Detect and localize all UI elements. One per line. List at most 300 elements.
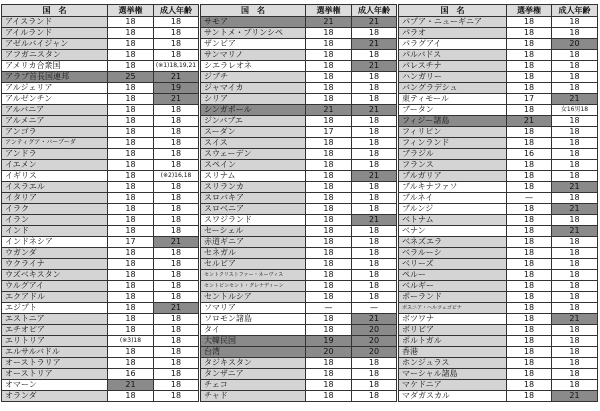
adult-age-cell: 21 [352, 39, 397, 50]
table-row [399, 39, 598, 50]
adult-age-cell: 18 [352, 281, 397, 292]
voting-age-cell: 18 [507, 83, 552, 94]
country-name: タイ [201, 325, 306, 336]
country-name: オーストラリア [2, 358, 108, 369]
adult-age-cell: 21 [154, 237, 199, 248]
adult-age-cell: 18 [352, 127, 397, 138]
adult-age-cell: 18 [154, 149, 199, 160]
country-name: サモア [201, 17, 306, 28]
adult-age-cell: 18 [154, 292, 199, 303]
country-name: 香港 [399, 347, 507, 358]
table-row [399, 270, 598, 281]
table-row [201, 237, 397, 248]
table-row [399, 314, 598, 325]
adult-age-cell: 21 [552, 391, 598, 402]
adult-age-cell: (※1)18,19,21 [154, 61, 199, 72]
voting-age-cell: 18 [108, 39, 154, 50]
table-row [2, 39, 199, 50]
table-row [201, 138, 397, 149]
voting-age-cell: 18 [507, 314, 552, 325]
adult-age-cell: 18 [352, 292, 397, 303]
table-block-3 [398, 4, 598, 402]
voting-age-cell: 16 [108, 369, 154, 380]
country-name: ベラルーシ [399, 248, 507, 259]
country-name: スーダン [201, 127, 306, 138]
voting-age-cell: 18 [306, 369, 352, 380]
voting-age-cell: 18 [306, 149, 352, 160]
adult-age-cell: 18 [552, 292, 598, 303]
adult-age-cell: 18 [552, 259, 598, 270]
country-name: インド [2, 226, 108, 237]
country-name: セントクリストファー・ネーヴィス [201, 270, 306, 281]
voting-age-cell: 18 [108, 281, 154, 292]
adult-age-cell: 18 [552, 127, 598, 138]
country-name: シンガポール [201, 105, 306, 116]
adult-age-cell: 18 [154, 369, 199, 380]
adult-age-header: 成人年齢 [352, 5, 397, 17]
table-row [201, 226, 397, 237]
table-row [399, 28, 598, 39]
country-name: フランス [399, 160, 507, 171]
country-name: ベリーズ [399, 259, 507, 270]
voting-age-cell: 18 [306, 28, 352, 39]
voting-age-cell: 21 [306, 17, 352, 28]
country-name: フィジー諸島 [399, 116, 507, 127]
table-row [201, 380, 397, 391]
table-row [2, 336, 199, 347]
country-name: オランダ [2, 391, 108, 402]
adult-age-cell: 18 [352, 50, 397, 61]
adult-age-cell: 18 [352, 358, 397, 369]
voting-age-cell: 25 [108, 72, 154, 83]
table-row [201, 369, 397, 380]
country-name: ウルグアイ [2, 281, 108, 292]
adult-age-cell: 18 [154, 160, 199, 171]
voting-age-cell: 18 [306, 138, 352, 149]
country-name: アメリカ合衆国 [2, 61, 108, 72]
table-row [399, 171, 598, 182]
table-row [399, 83, 598, 94]
adult-age-cell: 19 [154, 83, 199, 94]
voting-age-cell: 18 [507, 248, 552, 259]
country-name: ソマリア [201, 303, 306, 314]
voting-age-cell: 18 [108, 94, 154, 105]
voting-age-cell: 18 [108, 138, 154, 149]
adult-age-cell: 18 [552, 270, 598, 281]
adult-age-cell: 18 [154, 391, 199, 402]
country-name: ボツワナ [399, 314, 507, 325]
voting-age-cell: 18 [306, 380, 352, 391]
adult-age-cell: 20 [552, 39, 598, 50]
voting-age-cell: 18 [108, 358, 154, 369]
adult-age-cell: 21 [154, 303, 199, 314]
country-name: サントメ・プリンシペ [201, 28, 306, 39]
table-block-2 [200, 4, 397, 402]
country-name: ベトナム [399, 215, 507, 226]
table-row [399, 61, 598, 72]
table-row [2, 292, 199, 303]
country-name: アンゴラ [2, 127, 108, 138]
country-name: シリア [201, 94, 306, 105]
table-row [399, 380, 598, 391]
table-row [399, 358, 598, 369]
country-name: イタリア [2, 193, 108, 204]
voting-age-cell: 19 [306, 336, 352, 347]
adult-age-cell: 18 [352, 149, 397, 160]
adult-age-cell: 21 [352, 215, 397, 226]
country-name: フィンランド [399, 138, 507, 149]
voting-age-cell: 18 [108, 391, 154, 402]
voting-age-cell: 18 [306, 358, 352, 369]
adult-age-header: 成人年齢 [552, 5, 598, 17]
adult-age-cell: 18 [154, 248, 199, 259]
table-row [399, 149, 598, 160]
voting-age-cell: 18 [507, 61, 552, 72]
voting-age-cell: 21 [108, 380, 154, 391]
table-row [2, 50, 199, 61]
adult-age-cell: 18 [552, 325, 598, 336]
voting-age-cell: 18 [108, 149, 154, 160]
country-name: エチオピア [2, 325, 108, 336]
adult-age-cell: 18 [154, 215, 199, 226]
table-row [2, 259, 199, 270]
adult-age-cell: 18 [352, 380, 397, 391]
table-row [201, 83, 397, 94]
country-name: エジプト [2, 303, 108, 314]
adult-age-cell: 18 [352, 270, 397, 281]
table-row [201, 61, 397, 72]
table-row [201, 358, 397, 369]
country-name: アラブ首長国連邦 [2, 72, 108, 83]
adult-age-cell: 18 [154, 226, 199, 237]
table-row [399, 138, 598, 149]
country-name: ポルトガル [399, 336, 507, 347]
table-row [201, 17, 397, 28]
country-name: イラン [2, 215, 108, 226]
adult-age-cell: 18 [552, 303, 598, 314]
table-row [2, 237, 199, 248]
table-row [201, 303, 397, 314]
table-row [2, 72, 199, 83]
country-name: ウズベキスタン [2, 270, 108, 281]
voting-age-cell: 18 [108, 347, 154, 358]
adult-age-cell: (※2)16,18 [154, 171, 199, 182]
table-row [399, 347, 598, 358]
voting-age-cell: 18 [507, 127, 552, 138]
voting-age-cell: 20 [306, 347, 352, 358]
table-row [2, 94, 199, 105]
adult-age-cell: 18 [154, 347, 199, 358]
country-name: マケドニア [399, 380, 507, 391]
country-name: アイスランド [2, 17, 108, 28]
voting-age-cell: 18 [108, 325, 154, 336]
table-row [2, 391, 199, 402]
country-name: ベナン [399, 226, 507, 237]
voting-age-cell: 18 [507, 303, 552, 314]
table-row [2, 138, 199, 149]
country-name: パプア・ニューギニア [399, 17, 507, 28]
adult-age-cell: 18 [352, 28, 397, 39]
voting-age-cell: 18 [108, 83, 154, 94]
voting-age-cell: 18 [306, 160, 352, 171]
voting-age-cell: 18 [306, 204, 352, 215]
adult-age-cell: 21 [154, 72, 199, 83]
table-row [2, 215, 199, 226]
voting-age-cell: 18 [108, 127, 154, 138]
adult-age-cell: 18 [352, 138, 397, 149]
adult-age-cell: 21 [352, 61, 397, 72]
table-row [201, 182, 397, 193]
country-name: エストニア [2, 314, 108, 325]
voting-age-cell: 18 [507, 215, 552, 226]
adult-age-header: 成人年齢 [154, 5, 199, 17]
table-row [2, 303, 199, 314]
table-row [201, 127, 397, 138]
country-name: オーストリア [2, 369, 108, 380]
country-name: 赤道ギニア [201, 237, 306, 248]
table-row [2, 127, 199, 138]
country-name: アルゼンチン [2, 94, 108, 105]
voting-age-cell: 18 [108, 17, 154, 28]
adult-age-cell: 18 [352, 204, 397, 215]
voting-age-cell: 18 [306, 248, 352, 259]
voting-age-cell: 18 [306, 61, 352, 72]
voting-age-cell: 17 [507, 94, 552, 105]
adult-age-cell: 20 [352, 347, 397, 358]
table-row [201, 215, 397, 226]
country-name: スリランカ [201, 182, 306, 193]
country-name: タンザニア [201, 369, 306, 380]
adult-age-cell: 21 [552, 182, 598, 193]
voting-age-cell: 18 [507, 17, 552, 28]
adult-age-cell: 18 [552, 72, 598, 83]
adult-age-cell: 18 [154, 116, 199, 127]
table-row [2, 83, 199, 94]
voting-age-cell: 18 [108, 303, 154, 314]
adult-age-cell: 18 [352, 83, 397, 94]
voting-age-header: 選挙権 [108, 5, 154, 17]
voting-age-cell: 18 [507, 325, 552, 336]
country-name: ペルー [399, 270, 507, 281]
table-row [201, 28, 397, 39]
voting-age-cell: 18 [108, 105, 154, 116]
voting-age-cell: 18 [306, 171, 352, 182]
country-name: アルメニア [2, 116, 108, 127]
country-name: イスラエル [2, 182, 108, 193]
voting-age-cell: 18 [306, 72, 352, 83]
adult-age-cell: 18 [552, 83, 598, 94]
voting-age-cell: 18 [507, 72, 552, 83]
voting-age-cell: 18 [507, 237, 552, 248]
voting-age-cell: 18 [306, 39, 352, 50]
country-name: ジャマイカ [201, 83, 306, 94]
country-name: アンティグア・バーブーダ [2, 138, 108, 149]
adult-age-cell: 18 [154, 50, 199, 61]
adult-age-cell: 18 [552, 171, 598, 182]
country-name: ブルガリア [399, 171, 507, 182]
table-row [399, 160, 598, 171]
table-row [201, 248, 397, 259]
country-name: チェコ [201, 380, 306, 391]
voting-age-cell: 18 [507, 391, 552, 402]
country-name: ポーランド [399, 292, 507, 303]
table-row [399, 193, 598, 204]
country-name: エルサルバドル [2, 347, 108, 358]
voting-age-cell: (※3)18 [108, 336, 154, 347]
voting-age-cell: 18 [108, 160, 154, 171]
country-name: スロバキア [201, 193, 306, 204]
table-row [201, 171, 397, 182]
country-name: セントルシア [201, 292, 306, 303]
header-row [201, 5, 397, 17]
table-row [2, 347, 199, 358]
adult-age-cell: 18 [352, 259, 397, 270]
table-row [201, 204, 397, 215]
country-name: バングラデシュ [399, 83, 507, 94]
table-row [201, 94, 397, 105]
adult-age-cell: — [352, 303, 397, 314]
voting-age-cell: 18 [306, 50, 352, 61]
table-row [399, 303, 598, 314]
adult-age-cell: 18 [352, 248, 397, 259]
voting-age-cell: 18 [306, 215, 352, 226]
table-row [201, 259, 397, 270]
table-row [2, 105, 199, 116]
table-row [2, 204, 199, 215]
adult-age-cell: 18 [154, 314, 199, 325]
adult-age-cell: 18 [552, 61, 598, 72]
table-row [2, 61, 199, 72]
voting-age-cell: 18 [108, 50, 154, 61]
adult-age-cell: 18 [352, 226, 397, 237]
adult-age-cell: 18 [552, 193, 598, 204]
table-row [399, 116, 598, 127]
adult-age-cell: 18 [154, 204, 199, 215]
country-name: フィリピン [399, 127, 507, 138]
voting-age-cell: 16 [507, 149, 552, 160]
voting-age-cell: 18 [507, 226, 552, 237]
adult-age-cell: 21 [552, 204, 598, 215]
table-row [201, 105, 397, 116]
voting-age-cell: 18 [507, 270, 552, 281]
voting-age-cell: 18 [507, 105, 552, 116]
table-row [399, 259, 598, 270]
table-row [201, 325, 397, 336]
voting-age-cell: 18 [108, 226, 154, 237]
table-block-1 [1, 4, 199, 402]
country-name: スウェーデン [201, 149, 306, 160]
voting-age-cell: 18 [507, 347, 552, 358]
country-name: ベネズエラ [399, 237, 507, 248]
table-row [201, 292, 397, 303]
country-name: インドネシア [2, 237, 108, 248]
table-row [399, 248, 598, 259]
adult-age-cell: 18 [154, 325, 199, 336]
country-name: ウガンダ [2, 248, 108, 259]
voting-age-cell: 18 [306, 226, 352, 237]
country-name: アルジェリア [2, 83, 108, 94]
voting-age-cell: 18 [306, 259, 352, 270]
adult-age-cell: 18 [552, 380, 598, 391]
table-row [201, 149, 397, 160]
table-row [201, 270, 397, 281]
table-row [2, 160, 199, 171]
header-row [2, 5, 199, 17]
country-name: チャド [201, 391, 306, 402]
country-name: アフガニスタン [2, 50, 108, 61]
adult-age-cell: 18 [552, 149, 598, 160]
country-name: パラオ [399, 28, 507, 39]
voting-age-cell: 21 [306, 105, 352, 116]
voting-age-cell: 18 [507, 182, 552, 193]
table-row [2, 182, 199, 193]
voting-age-cell: 18 [507, 160, 552, 171]
table-row [201, 391, 397, 402]
voting-age-cell: 18 [108, 259, 154, 270]
adult-age-cell: 18 [154, 127, 199, 138]
table-row [2, 116, 199, 127]
table-row [399, 94, 598, 105]
voting-age-cell: — [306, 303, 352, 314]
voting-age-cell: 18 [108, 171, 154, 182]
country-name: 大韓民国 [201, 336, 306, 347]
country-name: ブルンジ [399, 204, 507, 215]
table-row [201, 116, 397, 127]
country-name: ハンガリー [399, 72, 507, 83]
adult-age-cell: 18 [552, 237, 598, 248]
country-name: アルバニア [2, 105, 108, 116]
adult-age-cell: 18 [352, 391, 397, 402]
adult-age-cell: 21 [154, 94, 199, 105]
voting-age-cell: 18 [108, 248, 154, 259]
adult-age-cell: 18 [552, 336, 598, 347]
table-row [2, 193, 199, 204]
table-row [2, 369, 199, 380]
adult-age-cell: 21 [552, 94, 598, 105]
voting-age-header: 選挙権 [507, 5, 552, 17]
voting-age-cell: 18 [507, 39, 552, 50]
adult-age-cell: 21 [352, 105, 397, 116]
adult-age-cell: 18 [352, 160, 397, 171]
country-name: マダガスカル [399, 391, 507, 402]
table-row [2, 380, 199, 391]
voting-age-cell: 18 [306, 94, 352, 105]
country-name: スリナム [201, 171, 306, 182]
table-row [201, 314, 397, 325]
voting-age-cell: 18 [306, 193, 352, 204]
country-name: セネガル [201, 248, 306, 259]
country-name: パルバドス [399, 50, 507, 61]
voting-age-cell: 18 [306, 182, 352, 193]
table-row [399, 336, 598, 347]
voting-age-cell: 18 [108, 204, 154, 215]
adult-age-cell: 18 [552, 50, 598, 61]
table-row [2, 325, 199, 336]
voting-age-cell: 18 [306, 83, 352, 94]
voting-age-cell: 21 [507, 116, 552, 127]
table-row [2, 358, 199, 369]
voting-age-cell: — [507, 193, 552, 204]
voting-age-cell: 18 [108, 61, 154, 72]
country-name: スロベニア [201, 204, 306, 215]
country-name: アゼルバイジャン [2, 39, 108, 50]
country-name: ジンバブエ [201, 116, 306, 127]
voting-age-cell: 18 [108, 292, 154, 303]
voting-age-cell: 18 [507, 171, 552, 182]
country-name: シエラレオネ [201, 61, 306, 72]
adult-age-cell: 18 [352, 94, 397, 105]
adult-age-cell: 18 [552, 17, 598, 28]
